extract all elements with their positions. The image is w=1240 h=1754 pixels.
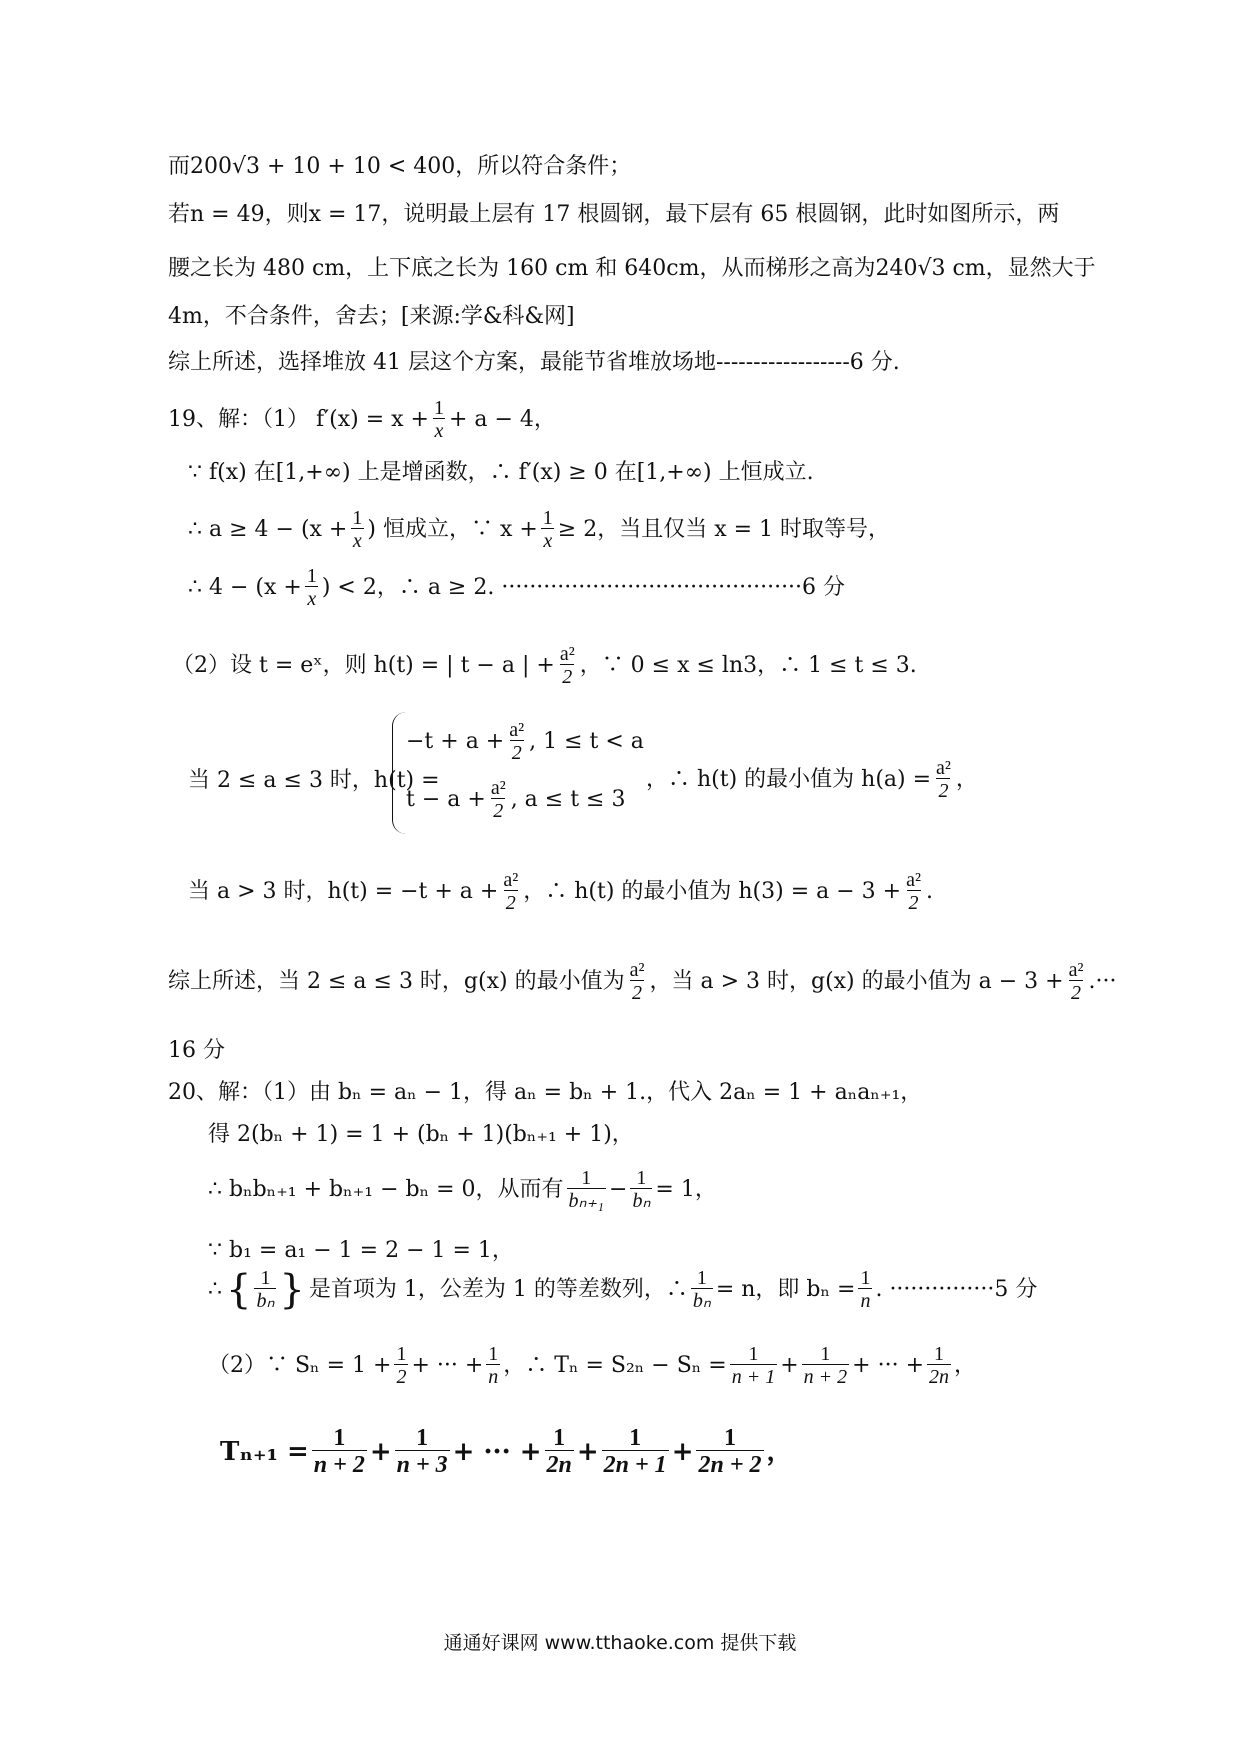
line-text: 16 分 [168,1038,225,1063]
numerator: a² [1068,959,1084,981]
question-19-line [168,398,556,441]
line-text: ，∴ h(t) 的最小值为 h(a) = [646,766,932,792]
text-line [168,352,900,374]
line-text: + ··· + [852,1352,925,1378]
numerator: a² [629,959,645,981]
line-text: ) 恒成立，∵ x + [367,516,538,542]
text-line [168,960,1116,1003]
fraction [927,1344,951,1387]
line-text: ，当 a > 3 时，g(x) 的最小值为 a − 3 + [649,968,1064,994]
line-text: ∴ [208,1276,222,1302]
fraction [904,870,923,913]
text-line [188,508,890,551]
numerator: a² [509,719,525,741]
line-text: 而200√3 + 10 + 10 < 400，所以符合条件； [168,154,632,179]
fraction [602,1426,669,1477]
line-text: 当 2 ≤ a ≤ 3 时，h(t) = [188,768,440,793]
numerator: 1 [306,565,317,587]
line-text: ， [766,1436,793,1467]
denominator: 2 [632,982,643,1004]
line-text: ∴ 4 − (x + [188,574,302,600]
denominator: 2 [493,800,504,822]
denominator: n + 3 [396,1452,448,1478]
text-line [208,1240,514,1262]
fraction [254,1268,276,1311]
numerator: 1 [333,1425,346,1451]
fraction [630,1168,652,1211]
line-text: + [671,1436,694,1467]
line-text: 腰之长为 480 cm，上下底之长为 160 cm 和 640cm，从而梯形之高为240√3 cm，显然大于 [168,256,1096,281]
line-text: 综上所述，选择堆放 41 层这个方案，最能节省堆放场地------------------6 分. [168,350,900,375]
fraction [394,1344,408,1387]
fraction [691,1268,713,1311]
denominator: x [543,530,553,552]
text-line [220,1426,793,1477]
line-text: , a ≤ t ≤ 3 [510,786,626,812]
line-text: ∵ b₁ = a₁ − 1 = 2 − 1 = 1， [208,1238,514,1263]
numerator: 1 [748,1343,759,1365]
line-text: （2）∵ Sₙ = 1 + [208,1352,392,1378]
text-line [168,156,631,178]
text-line [188,566,845,609]
left-brace-icon: { [226,1266,252,1313]
text-line [168,1082,922,1104]
fraction [501,870,520,913]
line-text: Tₙ₊₁ = [220,1436,309,1467]
numerator: 1 [396,1343,407,1365]
numerator: a² [503,869,519,891]
numerator: 1 [860,1267,871,1289]
numerator: 1 [724,1425,736,1451]
fraction [541,508,555,551]
denominator: bₙ [692,1290,711,1312]
line-text: = 1， [655,1176,717,1202]
numerator: a² [490,777,506,799]
denominator: 2n + 2 [698,1452,762,1478]
line-text: . ···············5 分 [875,1276,1038,1302]
line-text: ) < 2，∴ a ≥ 2. ···········································6 分 [321,574,846,600]
line-text: − [609,1176,628,1202]
text-line [188,870,933,913]
line-text: + ··· + [411,1352,484,1378]
denominator: bₙ₊₁ [568,1190,604,1212]
denominator: 2 [562,666,573,688]
numerator: 1 [433,397,444,419]
numerator: 1 [352,507,363,529]
numerator: 1 [581,1167,592,1189]
fraction [802,1344,850,1387]
numerator: a² [559,643,575,665]
text-line [208,1168,717,1211]
fraction [350,508,364,551]
denominator: 2 [505,892,516,914]
line-text: ， [955,766,978,792]
fraction [934,758,953,801]
piecewise-brace [392,712,644,834]
line-text: ≥ 2，当且仅当 x = 1 时取等号， [557,516,891,542]
line-text: + [780,1352,799,1378]
line-text: （2）设 t = eˣ，则 h(t) = | t − a | + [172,652,555,678]
line-text: 20、解：（1）由 bₙ = aₙ − 1，得 aₙ = bₙ + 1.，代入 2aₙ = 1 + aₙaₙ₊₁， [168,1080,923,1105]
fraction [628,960,647,1003]
text-line [168,1040,225,1062]
denominator: 2 [396,1366,407,1388]
right-brace-icon: } [279,1266,305,1313]
denominator: x [352,530,362,552]
text-line [646,758,978,801]
fraction [395,1426,450,1477]
denominator: n + 1 [731,1366,776,1388]
denominator: 2 [938,780,949,802]
text-line [168,204,1059,226]
line-text: ， [954,1352,977,1378]
fraction [486,1344,500,1387]
numerator: 1 [934,1343,945,1365]
line-text: 是首项为 1，公差为 1 的等差数列，∴ [308,1276,688,1302]
denominator: 2n [546,1452,572,1478]
denominator: 2 [511,742,522,764]
text-line [168,306,575,328]
fraction [567,1168,606,1211]
numerator: 1 [416,1425,429,1451]
text-line [208,1344,976,1387]
line-text: −t + a + [406,728,505,754]
line-text: 当 a > 3 时，h(t) = −t + a + [188,878,499,904]
fraction [489,778,508,821]
numerator: 1 [696,1267,707,1289]
line-text: ，∵ 0 ≤ x ≤ ln3，∴ 1 ≤ t ≤ 3. [579,652,917,678]
fraction [432,398,446,441]
numerator: 1 [629,1425,642,1451]
numerator: 1 [542,507,553,529]
line-text: + [369,1436,392,1467]
fraction [696,1426,763,1477]
text-line [172,644,917,687]
line-text: + a − 4， [448,406,556,432]
page-footer: 通通好课网 www.tthaoke.com 提供下载 [443,1632,797,1654]
line-text: 若n = 49，则x = 17，说明最上层有 17 根圆钢，最下层有 65 根圆钢，此时如图所示，两 [168,202,1060,227]
line-text: . [925,878,933,904]
denominator: n + 2 [803,1366,848,1388]
text-line [168,258,1096,280]
numerator: 1 [820,1343,831,1365]
line-text: = n，即 bₙ = [715,1276,856,1302]
denominator: 2n + 1 [603,1452,667,1478]
text-line [208,1124,634,1146]
denominator: n [488,1366,499,1388]
numerator: a² [936,757,951,779]
denominator: 2 [908,892,919,914]
line-text: ∵ f(x) 在[1,+∞) 上是增函数，∴ f′(x) ≥ 0 在[1,+∞) 上恒成立. [188,460,814,485]
text-line [188,462,814,484]
denominator: 2 [1071,982,1082,1004]
line-text: 4m，不合条件，舍去；[来源:学&科&网] [168,304,575,329]
line-text: ∴ bₙbₙ₊₁ + bₙ₊₁ − bₙ = 0，从而有 [208,1176,564,1202]
line-text: t − a + [406,786,486,812]
numerator: a² [906,869,921,891]
line-text: ，∴ Tₙ = S₂ₙ − Sₙ = [503,1352,727,1378]
fraction [858,1268,872,1311]
line-text: .··· [1088,968,1117,994]
numerator: 1 [553,1425,566,1451]
numerator: 1 [636,1167,647,1189]
case-1 [406,720,644,763]
line-text: , 1 ≤ t < a [529,728,644,754]
text-line [208,1268,1037,1311]
fraction [1067,960,1086,1003]
fraction [545,1426,574,1477]
denominator: x [434,420,444,442]
denominator: x [307,588,317,610]
numerator: 1 [488,1343,499,1365]
denominator: bₙ [256,1290,275,1312]
line-text: ，∴ h(t) 的最小值为 h(3) = a − 3 + [523,878,902,904]
line-text: 综上所述，当 2 ≤ a ≤ 3 时，g(x) 的最小值为 [168,968,625,994]
fraction [558,644,577,687]
line-text: ∴ a ≥ 4 − (x + [188,516,348,542]
case-2 [406,778,625,821]
line-text: 得 2(bₙ + 1) = 1 + (bₙ + 1)(bₙ₊₁ + 1)， [208,1122,634,1147]
denominator: n + 2 [313,1452,365,1478]
fraction [507,720,526,763]
brace-icon [392,712,407,834]
line-text: 19、解：（1） f′(x) = x + [168,406,429,432]
fraction [305,566,319,609]
denominator: 2n [929,1366,950,1388]
fraction [730,1344,778,1387]
denominator: n [860,1290,871,1312]
denominator: bₙ [632,1190,651,1212]
line-text: + [576,1436,599,1467]
line-text: + ··· + [452,1436,542,1467]
fraction [312,1426,367,1477]
numerator: 1 [260,1267,271,1289]
